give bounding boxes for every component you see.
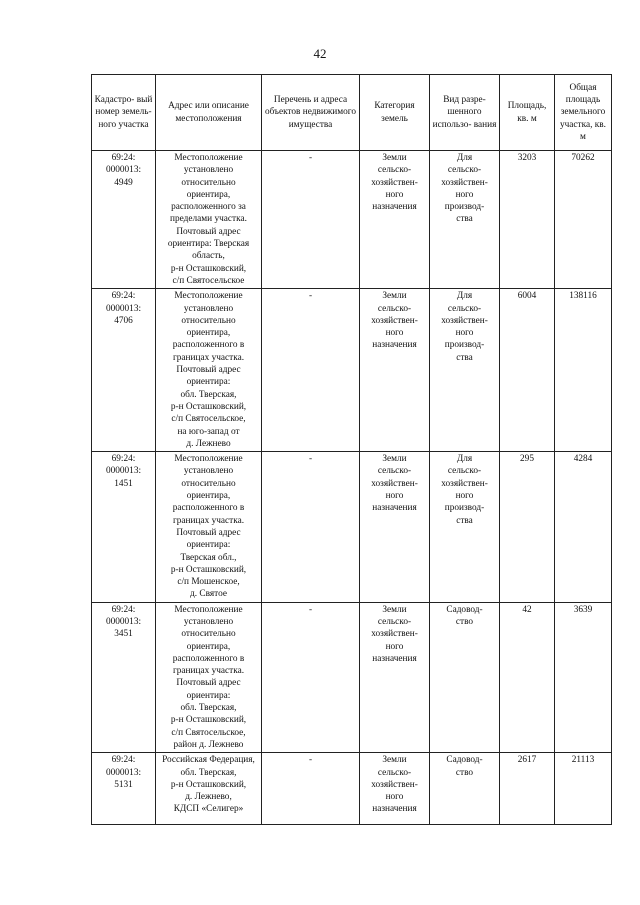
objects-cell: - [262, 151, 360, 289]
area-cell: 3203 [500, 151, 555, 289]
category-cell: Земли сельско- хозяйствен- ного назначения [360, 602, 430, 753]
address-cell: Местоположение установлено относительно ориентира, расположенного в границах участка. Почтовый адрес ориентира: обл. Тверская, р-н Осташковский, с/п Святосельское, на юго-запад от д. Лежнево [156, 289, 262, 452]
usage-cell: Садовод- ство [430, 753, 500, 825]
table-row [92, 753, 612, 825]
header-permitted-use: Вид разре- шенного использо- вания [430, 75, 500, 151]
usage-cell: Для сельско- хозяйствен- ного производ- ства [430, 452, 500, 603]
page-number: 42 [313, 46, 327, 61]
objects-cell: - [262, 753, 360, 825]
header-total-area: Общая площадь земельного участка, кв. м [555, 75, 612, 151]
area-cell: 2617 [500, 753, 555, 825]
cadastral-number-cell: 69:24: 0000013: 3451 [92, 602, 156, 753]
category-cell: Земли сельско- хозяйствен- ного назначения [360, 151, 430, 289]
area-cell: 295 [500, 452, 555, 603]
usage-cell: Для сельско- хозяйствен- ного производ- ства [430, 289, 500, 452]
total-area-cell: 70262 [555, 151, 612, 289]
address-cell: Местоположение установлено относительно ориентира, расположенного в границах участка. Почтовый адрес ориентира: обл. Тверская, р-н Осташковский, с/п Святосельское, район д. Лежнево [156, 602, 262, 753]
category-cell: Земли сельско- хозяйствен- ного назначения [360, 753, 430, 825]
header-address: Адрес или описание местоположения [156, 75, 262, 151]
header-land-category: Категория земель [360, 75, 430, 151]
address-cell: Российская Федерация, обл. Тверская, р-н Осташковский, д. Лежнево, КДСП «Селигер» [156, 753, 262, 825]
area-cell: 6004 [500, 289, 555, 452]
header-real-estate-objects: Перечень и адреса объектов недвижимого имущества [262, 75, 360, 151]
total-area-cell: 4284 [555, 452, 612, 603]
land-plots-table [91, 74, 612, 825]
cadastral-number-cell: 69:24: 0000013: 1451 [92, 452, 156, 603]
objects-cell: - [262, 602, 360, 753]
table-row [92, 452, 612, 603]
table-row [92, 289, 612, 452]
total-area-cell: 3639 [555, 602, 612, 753]
category-cell: Земли сельско- хозяйствен- ного назначения [360, 289, 430, 452]
cadastral-number-cell: 69:24: 0000013: 4949 [92, 151, 156, 289]
objects-cell: - [262, 452, 360, 603]
area-cell: 42 [500, 602, 555, 753]
objects-cell: - [262, 289, 360, 452]
total-area-cell: 138116 [555, 289, 612, 452]
table-row [92, 151, 612, 289]
address-cell: Местоположение установлено относительно ориентира, расположенного в границах участка. Почтовый адрес ориентира: Тверская обл., р-н Осташковский, с/п Мошенское, д. Святое [156, 452, 262, 603]
usage-cell: Садовод- ство [430, 602, 500, 753]
cadastral-number-cell: 69:24: 0000013: 5131 [92, 753, 156, 825]
header-area: Площадь, кв. м [500, 75, 555, 151]
table-header-row [92, 75, 612, 151]
address-cell: Местоположение установлено относительно ориентира, расположенного за пределами участка. Почтовый адрес ориентира: Тверская область, р-н Осташковский, с/п Святосельское [156, 151, 262, 289]
table-row [92, 602, 612, 753]
usage-cell: Для сельско- хозяйствен- ного производ- ства [430, 151, 500, 289]
header-cadastral-number: Кадастро- вый номер земель- ного участка [92, 75, 156, 151]
category-cell: Земли сельско- хозяйствен- ного назначения [360, 452, 430, 603]
cadastral-number-cell: 69:24: 0000013: 4706 [92, 289, 156, 452]
total-area-cell: 21113 [555, 753, 612, 825]
